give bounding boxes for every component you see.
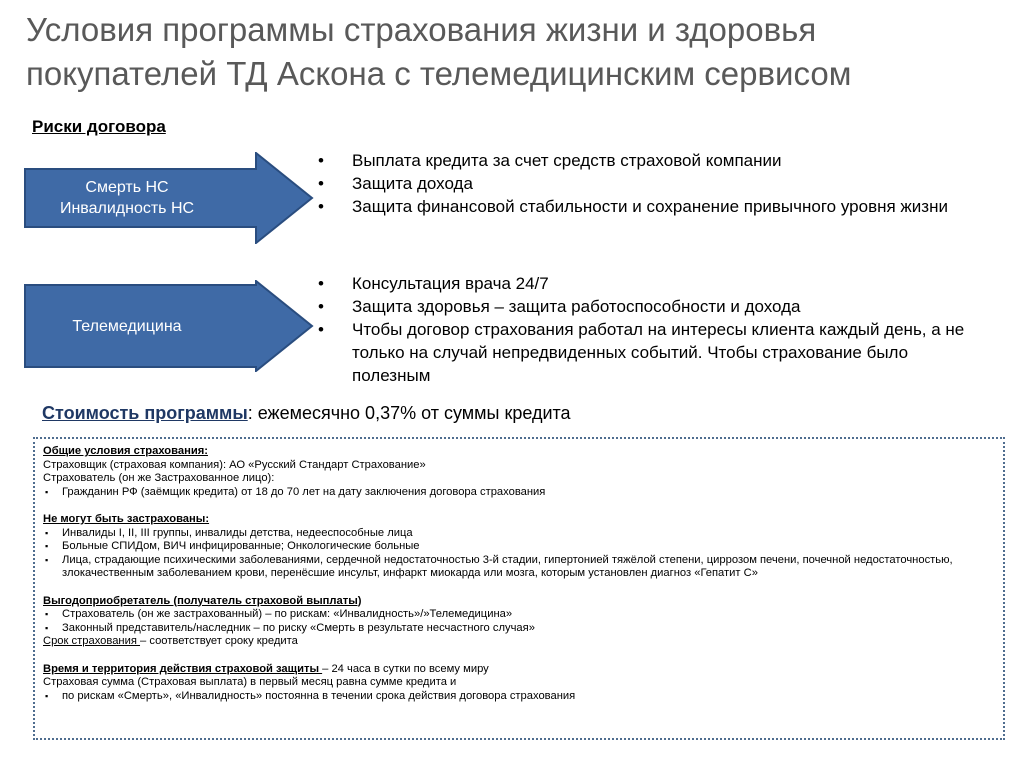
insurance-details-box (33, 437, 1005, 740)
list-item: • Чтобы договор страхования работал на интересы клиента каждый день, а не только на случай непредвиденных событий. Чтобы страхование было полезным (318, 318, 982, 387)
arrow-label-line1: Телемедицина (72, 317, 182, 335)
sum-list (43, 690, 995, 704)
list-item: ▪ Гражданин РФ (заёмщик кредита) от 18 до 70 лет на дату заключения договора страхования (43, 486, 995, 500)
benefits-list-top (318, 149, 998, 218)
list-item: ▪ Инвалиды I, II, III группы, инвалиды детства, недееспособные лица (43, 527, 995, 541)
list-item: • Защита здоровья – защита работоспособности и дохода (318, 295, 998, 318)
time-line (43, 663, 995, 677)
arrow-telemedicine (24, 280, 314, 372)
list-item: • Защита финансовой стабильности и сохранение привычного уровня жизни (318, 195, 998, 218)
arrow-label-line2: Инвалидность НС (59, 200, 195, 217)
list-item: • Консультация врача 24/7 (318, 272, 998, 295)
list-item: ▪ по рискам «Смерть», «Инвалидность» постоянна в течении срока действия договора страхования (43, 690, 995, 704)
excluded-title: Не могут быть застрахованы: (43, 512, 210, 525)
cost-text: : ежемесячно 0,37% от суммы кредита (247, 403, 571, 423)
policyholder-list (43, 486, 995, 500)
general-title: Общие условия страхования: (43, 445, 208, 457)
benefits-list-bottom (318, 272, 998, 387)
list-item: ▪ Лица, страдающие психическими заболеваниями, сердечной недостаточностью 3-й стадии, гипертонией тяжёлой степени, циррозом печени, почечной недостаточностью, злокачественным заболеванием крови, перенёсшие инсульт, инфаркт миокарда или мозга, которым установлен диагноз «Гепатит С» (43, 554, 995, 581)
arrow-label-line1: Смерть НС (85, 179, 169, 196)
list-item: ▪ Законный представитель/наследник – по риску «Смерть в результате несчастного случая» (43, 622, 995, 636)
risks-label: Риски договора (32, 117, 166, 136)
page-title: Условия программы страхования жизни и здоровья покупателей ТД Аскона с телемедицинским сервисом (26, 11, 852, 92)
sum-text: Страховая сумма (Страховая выплата) в первый месяц равна сумме кредита и (43, 676, 457, 689)
excluded-list (43, 527, 995, 581)
arrow-death-disability (24, 152, 314, 244)
policyholder-text: Страхователь (он же Застрахованное лицо): (43, 472, 275, 485)
list-item: • Выплата кредита за счет средств страховой компании (318, 149, 998, 172)
beneficiary-list (43, 608, 995, 635)
cost-label: Стоимость программы (42, 403, 248, 423)
beneficiary-title: Выгодоприобретатель (получатель страховой выплаты) (43, 594, 362, 607)
term-text: – соответствует сроку кредита (140, 635, 298, 648)
time-text: – 24 часа в сутки по всему миру (322, 662, 489, 675)
time-label: Время и территория действия страховой защиты (43, 662, 323, 675)
term-line (43, 635, 995, 649)
list-item: ▪ Больные СПИДом, ВИЧ инфицированные; Онкологические больные (43, 540, 995, 554)
insurer-text: Страховщик (страховая компания): АО «Русский Стандарт Страхование» (43, 458, 426, 471)
program-cost (42, 403, 571, 424)
list-item: • Защита дохода (318, 172, 998, 195)
list-item: ▪ Страхователь (он же застрахованный) – по рискам: «Инвалидность»/»Телемедицина» (43, 608, 995, 622)
term-label: Срок страхования (43, 635, 141, 648)
